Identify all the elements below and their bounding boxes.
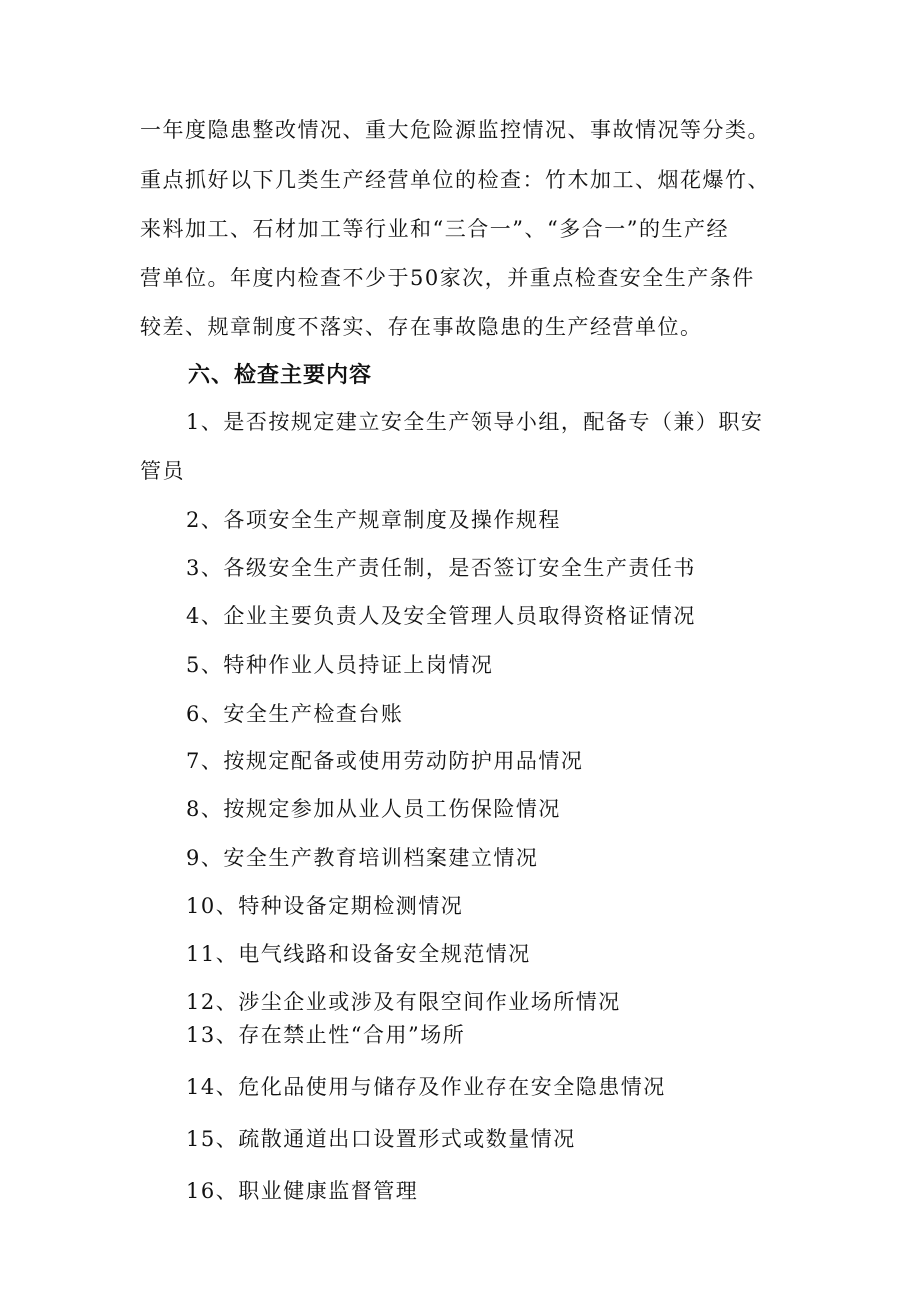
list-item-2: 2、各项安全生产规章制度及操作规程 bbox=[186, 508, 561, 532]
list-item-8: 8、按规定参加从业人员工伤保险情况 bbox=[186, 797, 561, 821]
list-item-12: 12、涉尘企业或涉及有限空间作业场所情况 bbox=[186, 990, 621, 1014]
list-item-4: 4、企业主要负责人及安全管理人员取得资格证情况 bbox=[186, 604, 696, 628]
list-item-10: 10、特种设备定期检测情况 bbox=[186, 894, 464, 918]
list-item-16: 16、职业健康监督管理 bbox=[186, 1179, 419, 1203]
list-item-6: 6、安全生产检查台账 bbox=[186, 702, 404, 726]
list-item-1-line-1: 1、是否按规定建立安全生产领导小组，配备专（兼）职安 bbox=[186, 410, 764, 434]
list-item-14: 14、危化品使用与储存及作业存在安全隐患情况 bbox=[186, 1075, 666, 1099]
list-item-13: 13、存在禁止性“合用”场所 bbox=[186, 1023, 466, 1047]
list-item-1-line-2: 管员 bbox=[140, 459, 185, 483]
list-item-5: 5、特种作业人员持证上岗情况 bbox=[186, 653, 494, 677]
list-item-9: 9、安全生产教育培训档案建立情况 bbox=[186, 846, 539, 870]
list-item-3: 3、各级安全生产责任制，是否签订安全生产责任书 bbox=[186, 556, 696, 580]
list-item-11: 11、电气线路和设备安全规范情况 bbox=[186, 942, 531, 966]
paragraph-line-4: 营单位。年度内检查不少于50家次，并重点检查安全生产条件 bbox=[140, 266, 755, 290]
paragraph-line-3: 来料加工、石材加工等行业和“三合一”、“多合一”的生产经 bbox=[140, 217, 729, 241]
section-heading: 六、检查主要内容 bbox=[188, 363, 373, 388]
list-item-7: 7、按规定配备或使用劳动防护用品情况 bbox=[186, 749, 584, 773]
paragraph-line-1: 一年度隐患整改情况、重大危险源监控情况、事故情况等分类。 bbox=[140, 118, 770, 142]
paragraph-line-5: 较差、规章制度不落实、存在事故隐患的生产经营单位。 bbox=[140, 315, 703, 339]
paragraph-line-2: 重点抓好以下几类生产经营单位的检查：竹木加工、烟花爆竹、 bbox=[140, 168, 770, 192]
list-item-15: 15、疏散通道出口设置形式或数量情况 bbox=[186, 1127, 576, 1151]
